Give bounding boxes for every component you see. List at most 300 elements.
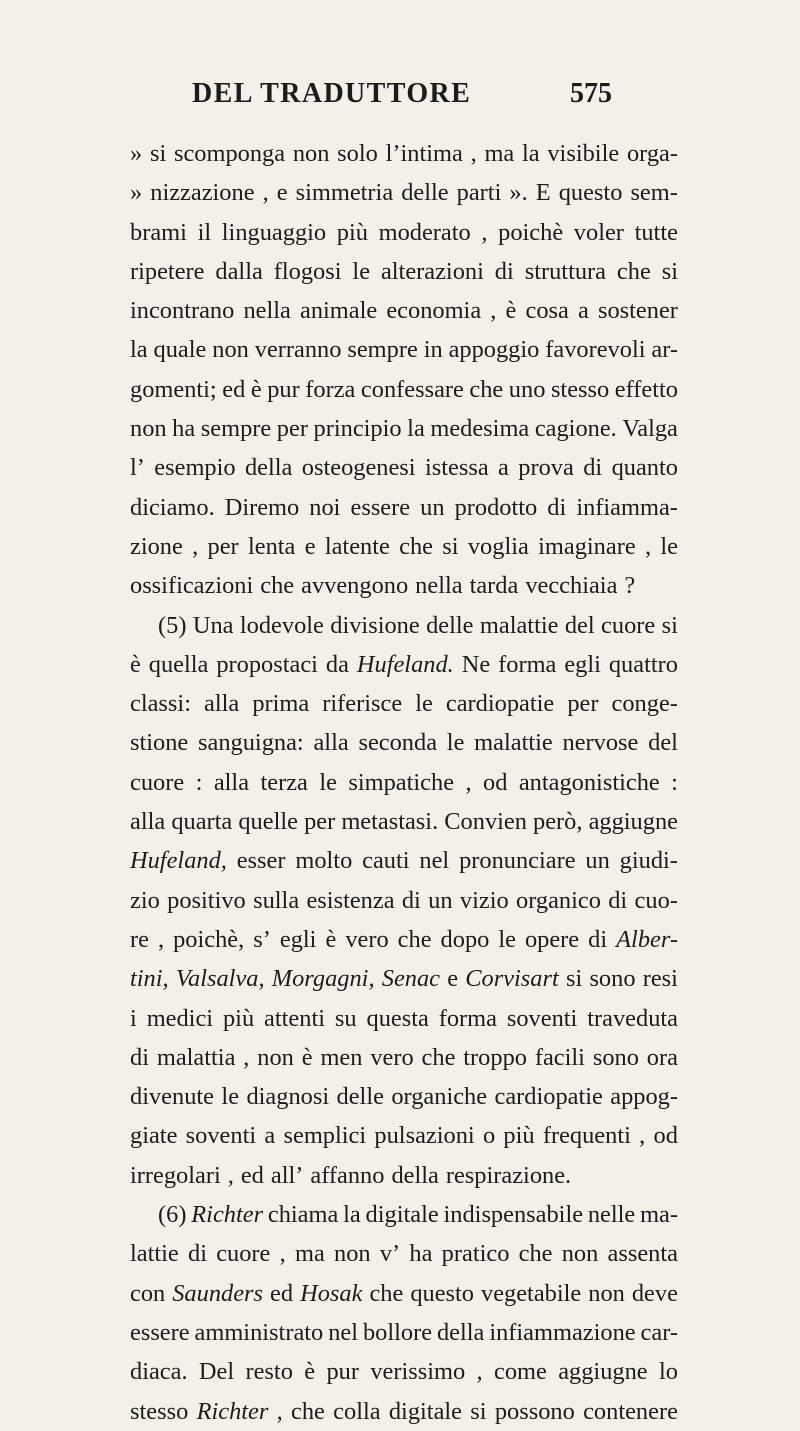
word: confessare [360,375,464,403]
word: , [470,140,477,167]
word: effetto [614,375,678,403]
word: » [130,179,143,207]
word: ma [484,140,515,167]
word: opere [524,925,580,953]
word: del [648,729,678,757]
word: per [567,690,599,718]
word: che [518,1240,553,1268]
text-line [130,252,678,291]
word: non [292,140,330,167]
word: organiche [391,1083,488,1111]
word: stione [130,729,189,757]
word: pronunciare [459,847,576,875]
text-line [130,448,678,487]
word: classi: [130,690,191,718]
word: , [157,925,165,953]
text-line [130,173,678,212]
text-line [130,488,678,527]
word: le [319,768,337,796]
word: vero [345,925,389,953]
word: noi [309,493,341,521]
word: di [583,454,603,482]
word: sostener [597,297,678,325]
word: re [130,925,149,953]
word: ed [270,1279,294,1307]
word: alla [130,808,166,836]
word: solo [337,140,378,167]
word: di [188,1240,207,1268]
text-line [130,1352,678,1391]
word: molto [295,847,353,875]
word: in [423,336,443,364]
word: e [447,965,459,993]
word: cagione. [534,415,617,443]
word: vecchiaia [525,572,618,600]
word: per [276,415,308,443]
italic-name: Alber- [616,925,678,953]
body-text [130,134,678,1431]
word: si [470,1397,487,1425]
word: più [222,1004,255,1032]
word: di [608,886,628,914]
text-line [130,213,678,252]
word: ar- [651,336,678,364]
word: più [503,1122,535,1150]
word: , [490,297,497,325]
word: malattia [156,1043,236,1071]
word: sono [592,1043,639,1071]
text-line [130,1195,678,1234]
word: , [262,179,269,207]
word: aggiugne [558,1358,648,1386]
word: o [482,1122,496,1150]
word: prova [518,454,574,482]
word: l’intima [385,140,463,167]
word: v’ [379,1240,401,1268]
word: è [250,375,262,403]
word: chiama [267,1201,339,1229]
word: il [197,218,212,246]
word: visibile [547,140,620,167]
word: cuore [601,611,656,639]
word: simmetria [295,179,394,207]
word: organico [516,886,601,914]
text-line [130,330,678,369]
text-line [130,527,678,566]
word: della [436,1318,485,1346]
word: giudi- [619,847,678,875]
word: , [243,1043,250,1071]
word: poichè, [173,925,245,953]
word: struttura [524,257,606,285]
word: stesso [130,1397,189,1425]
word: vegetabile [481,1279,582,1307]
word: alla [313,729,349,757]
word: digitale [365,1201,439,1229]
word: non [212,336,249,364]
word: indispensabile [443,1201,584,1229]
page-number: 575 [570,78,612,109]
word: diciamo. [130,493,215,521]
word: vero [370,1043,414,1071]
word: le [415,690,433,718]
word: respirazione. [445,1161,572,1189]
word: e [304,532,316,560]
word: del [564,611,595,639]
word: sem- [630,179,678,207]
word: nella [415,572,463,600]
word: antagonistiche [518,768,660,796]
word: i [130,1004,137,1032]
word: uno [508,375,546,403]
word: diaca. [130,1358,188,1386]
page-header [192,78,612,118]
word: che [399,532,433,560]
word: men [320,1043,363,1071]
word: attenti [264,1004,325,1032]
word: bollore [362,1318,433,1346]
word: sono [589,965,636,993]
word: malattie [474,729,553,757]
word: voglia [467,532,529,560]
word: l’ [130,454,145,482]
word: di [494,257,514,285]
word: cauti [362,847,410,875]
word: zio [130,886,160,914]
word: si [565,965,583,993]
word: , [227,1161,234,1189]
word: possono [494,1397,575,1425]
italic-name: Saunders [172,1279,264,1307]
text-line [130,959,678,998]
word: tutte [634,218,678,246]
word: propostaci [216,650,318,678]
word: esempio [154,454,236,482]
word: quarta [171,808,233,836]
word: , [465,768,472,796]
text-line [130,134,678,173]
word: si [661,611,678,639]
word: di [547,493,567,521]
word: questa [366,1004,429,1032]
word: esistenza [306,886,395,914]
word: cuore [130,768,185,796]
word: linguaggio [221,218,327,246]
word: od [653,1122,678,1150]
word: della [391,1161,439,1189]
word: si [442,532,459,560]
word: alla [213,768,250,796]
word: latente [324,532,390,560]
word: lodevole [239,611,324,639]
word: parti [456,179,502,207]
word: le [660,532,678,560]
word: essere [130,1318,190,1346]
word: come [494,1358,547,1386]
word: poichè [498,218,564,246]
word: assenta [607,1240,678,1268]
word: simpatiche [348,768,455,796]
word: è [325,925,337,953]
word: , [644,532,652,560]
word: che [260,572,295,600]
word: ». [509,179,528,207]
word: metastasi. [341,808,439,836]
word: seconda [358,729,438,757]
word: ed [222,375,246,403]
word: ora [646,1043,678,1071]
word: ripetere [130,257,205,285]
word: E [535,179,551,207]
italic-name: Hufeland, [130,847,227,875]
word: pur [267,375,300,403]
italic-name: Richter [196,1397,269,1425]
word: pur [326,1358,359,1386]
word: cuo- [634,886,678,914]
word: che [421,1043,456,1071]
text-line [130,763,678,802]
word: con [130,1279,166,1307]
word: delle [401,179,449,207]
word: su [334,1004,357,1032]
word: un [428,886,453,914]
word: ossificazioni [130,572,254,600]
italic-name: Richter [191,1201,264,1229]
text-line [130,1038,678,1077]
word: la [407,415,425,443]
word: non [130,415,167,443]
italic-name: Morgagni, [271,965,375,993]
word: lattie [130,1240,179,1268]
word: è [301,1043,313,1071]
text-line [130,1077,678,1116]
word: Valga [622,415,678,443]
word: forma [498,650,557,678]
word: nizzazione [150,179,255,207]
italic-name: Hosak [300,1279,363,1307]
italic-name: Hufeland. [356,650,454,678]
word: gomenti; [130,375,217,403]
word: cosa [525,297,569,325]
text-line [130,920,678,959]
word: ma- [640,1201,678,1229]
word: essere [350,493,411,521]
word: avvengono [301,572,409,600]
word: tarda [469,572,519,600]
word: un [585,847,610,875]
word: zione [130,532,183,560]
word: si [149,140,167,167]
word: favorevoli [545,336,646,364]
word: conge- [611,690,678,718]
word: a [578,297,589,325]
word: colla [333,1397,381,1425]
word: facili [534,1043,585,1071]
word: soventi [506,1004,578,1032]
word: infiammazione [489,1318,636,1346]
word: od [483,768,508,796]
text-line [130,723,678,762]
word: traveduta [587,1004,678,1032]
word: osteogenesi [301,454,416,482]
word: malattie [479,611,559,639]
word: cuore [216,1240,271,1268]
word: irregolari [130,1161,221,1189]
running-title: DEL TRADUTTORE [192,78,472,109]
word: (6) [158,1201,187,1229]
word: animale [300,297,378,325]
word: verranno [254,336,342,364]
word: le [498,925,516,953]
word: quelle [238,808,298,836]
word: Ne [461,650,491,678]
word: però, [533,808,583,836]
word: Diremo [224,493,300,521]
word: , [276,1397,283,1425]
word: lo [658,1358,678,1386]
word: per [304,808,336,836]
word: che [469,375,504,403]
word: non [334,1240,371,1268]
word: a [498,454,509,482]
word: le [221,1083,240,1111]
word: non [257,1043,294,1071]
word: vizio [459,886,509,914]
word: prima [252,690,310,718]
word: appog- [610,1083,678,1111]
word: principio [313,415,402,443]
word: economia [386,297,482,325]
word: , [476,1358,483,1386]
word: delle [336,1083,384,1111]
word: cardiopatie [445,690,555,718]
text-line [130,802,678,841]
text-line [130,291,678,330]
word: , [192,532,199,560]
word: la [130,336,148,364]
word: ed [240,1161,264,1189]
word: riferisce [322,690,403,718]
word: Convien [444,808,527,836]
word: della [244,454,293,482]
word: divisione [330,611,420,639]
italic-name: Corvisart [465,965,559,993]
word: più [336,218,368,246]
word: medesima [430,415,530,443]
word: ? [624,572,636,600]
word: car- [640,1318,678,1346]
word: giate [130,1122,178,1150]
word: s’ [253,925,271,953]
word: moderato [378,218,471,246]
word: la [522,140,540,167]
word: digitale [388,1397,463,1425]
word: resto [245,1358,293,1386]
word: alterazioni [380,257,484,285]
word: prodotto [454,493,538,521]
word: le [352,257,371,285]
word: da [325,650,349,678]
word: : [671,768,678,796]
word: brami [130,218,187,246]
word: egli [564,650,601,678]
word: lenta [247,532,296,560]
word: egli [279,925,317,953]
word: scomponga [173,140,286,167]
word: quella [148,650,209,678]
word: non [561,1240,599,1268]
word: ma [294,1240,325,1268]
italic-name: tini, [130,965,169,993]
word: flogosi [273,257,342,285]
word: incontrano [130,297,235,325]
word: infiamma- [576,493,678,521]
word: deve [631,1279,678,1307]
word: un [420,493,445,521]
word: aggiugne [588,808,678,836]
text-line [130,999,678,1038]
word: questo [558,179,623,207]
word: ha [172,415,196,443]
word: dopo [440,925,490,953]
word: di [401,886,421,914]
text-line [130,1392,678,1431]
word: sanguigna: [198,729,304,757]
word: all’ [270,1161,304,1189]
word: e [276,179,288,207]
word: a [264,1122,276,1150]
text-line [130,645,678,684]
word: è [304,1358,316,1386]
word: : [195,768,203,796]
italic-name: Valsalva, [175,965,265,993]
text-line [130,566,678,605]
word: appoggio [448,336,540,364]
word: è [130,650,141,678]
word: sempre [200,415,272,443]
text-line [130,1274,678,1313]
word: le [446,729,465,757]
word: troppo [463,1043,527,1071]
word: alla [204,690,240,718]
word: è [505,297,517,325]
italic-name: Senac [381,965,440,993]
word: forza [305,375,356,403]
word: che [616,257,651,285]
word: Del [198,1358,235,1386]
text-line [130,1156,678,1195]
word: (5) [158,611,187,639]
word: » [130,140,143,167]
word: la [343,1201,361,1229]
word: medici [146,1004,214,1032]
word: ha [409,1240,433,1268]
word: stesso [550,375,610,403]
word: cardiopatie [494,1083,603,1111]
word: verissimo [370,1358,466,1386]
word: pulsazioni [374,1122,475,1150]
word: nel [328,1318,358,1346]
word: quale [153,336,207,364]
word: nel [419,847,450,875]
text-line [130,881,678,920]
text-line [130,1234,678,1273]
word: divenute [130,1083,214,1111]
word: per [207,532,239,560]
text-line [130,370,678,409]
word: , [481,218,488,246]
word: esser [236,847,286,875]
